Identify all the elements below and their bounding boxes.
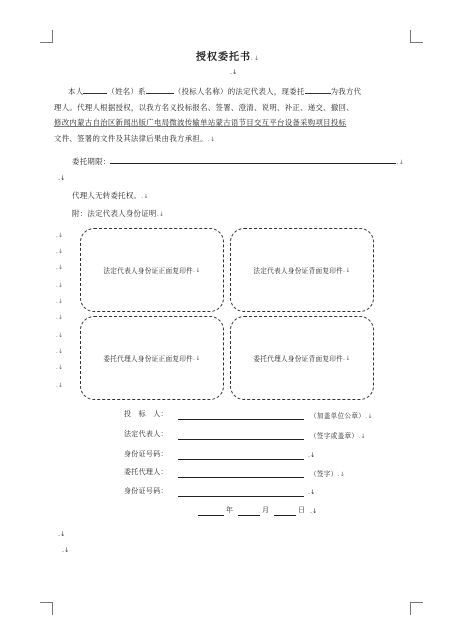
paragraph-mark: .↓ [207, 135, 216, 143]
term-blank [110, 155, 396, 164]
paragraph-mark: .↓ [251, 55, 260, 62]
text-segment: （姓名）系 [107, 87, 146, 96]
crop-mark-bottom-left [40, 602, 53, 615]
paragraph-mark: .↓ [56, 232, 63, 239]
authorization-paragraph [54, 84, 414, 147]
day-label: 日 [298, 506, 306, 514]
agent-note-text: （签字） [310, 470, 338, 478]
agent-id-front-label: 委托代理人身份证正面复印件 [103, 355, 194, 363]
month-blank [238, 514, 260, 516]
paragraph-mark: .↓ [337, 471, 346, 478]
agent-line [178, 476, 304, 478]
agent-label: 委托代理人： [124, 468, 168, 476]
legal-rep-line [178, 438, 304, 440]
crop-mark-bottom-right [410, 602, 423, 615]
attachment-row [72, 208, 164, 219]
day-blank [274, 514, 296, 516]
paragraph-mark: .↓ [56, 248, 63, 255]
attachment-text: 附：法定代表人身份证明 [72, 209, 157, 218]
paragraph-mark: .↓ [343, 354, 351, 362]
paragraph-line: 修改内蒙古自治区新闻出版广电局微波传输单站蒙古语节目交互平台设备采购项目投标 [54, 118, 347, 127]
paragraph-line [54, 84, 414, 100]
name-blank [83, 85, 107, 94]
paragraph-mark: .↓ [56, 332, 63, 339]
paragraph-line: 理人。代理人根据授权，以我方名义投标报名、签署、澄清、说明、补正、递交、撤回、 [54, 102, 354, 112]
legal-rep-note-text: （签字或盖章） [310, 432, 359, 440]
paragraph-mark: .↓ [308, 488, 316, 496]
legal-rep-label: 法定代表人： [124, 430, 168, 438]
text-segment: 本人 [68, 87, 84, 96]
paragraph-mark: .↓ [193, 266, 201, 274]
paragraph-mark: .↓ [56, 348, 63, 355]
agent-id-line [178, 495, 304, 497]
agent-id-back-box [230, 316, 374, 400]
paragraph-mark: .↓ [310, 507, 318, 515]
year-blank [198, 514, 224, 516]
text-segment: 为我方代 [330, 87, 362, 96]
legal-rep-id-line [178, 458, 304, 460]
paragraph-mark: .↓ [56, 364, 63, 371]
paragraph-mark: .↓ [358, 433, 366, 440]
paragraph-mark: .↓ [58, 174, 66, 182]
no-subagent-row [72, 190, 149, 201]
bidder-line [178, 418, 304, 420]
legal-rep-id-front-label: 法定代表人身份证正面复印件 [103, 267, 194, 275]
paragraph-mark: .↓ [56, 282, 63, 289]
year-label: 年 [226, 506, 234, 514]
document-title [0, 48, 456, 63]
crop-mark-top-right [410, 30, 423, 43]
paragraph-mark: .↓ [58, 530, 66, 538]
paragraph-mark: .↓ [396, 159, 405, 166]
legal-rep-note [310, 430, 366, 440]
agent-note [310, 468, 345, 478]
paragraph-mark: .↓ [56, 298, 63, 305]
paragraph-mark: .↓ [62, 546, 70, 554]
legal-rep-id-back-label: 法定代表人身份证背面复印件 [253, 267, 344, 275]
month-label: 月 [262, 506, 270, 514]
paragraph-mark: .↓ [308, 451, 316, 459]
legal-rep-id-label: 身份证号码： [124, 450, 168, 458]
agent-id-front-box [80, 316, 224, 400]
bidder-note-text: （加盖单位公章） [310, 412, 366, 420]
paragraph-mark: .↓ [193, 354, 201, 362]
paragraph-mark: .↓ [343, 266, 351, 274]
paragraph-mark: .↓ [230, 68, 238, 76]
term-row [72, 155, 404, 167]
document-title-text: 授权委托书 [196, 52, 252, 63]
bidder-label: 投 标 人： [124, 410, 168, 418]
crop-mark-top-left [40, 30, 53, 43]
legal-rep-id-front-box [80, 228, 224, 312]
paragraph-mark: .↓ [365, 413, 373, 420]
paragraph-line [54, 131, 414, 148]
paragraph-mark: .↓ [56, 382, 63, 389]
agent-name-blank [305, 85, 331, 94]
paragraph-mark: .↓ [156, 211, 165, 218]
paragraph-mark: .↓ [141, 193, 149, 200]
legal-rep-id-back-box [230, 228, 374, 312]
agent-id-label: 身份证号码： [124, 487, 168, 495]
paragraph-mark: .↓ [56, 314, 63, 321]
text-segment: （投标人名称）的法定代表人，现委托 [173, 87, 305, 96]
bidder-note [310, 410, 373, 420]
term-label: 委托期限： [72, 157, 111, 166]
agent-id-back-label: 委托代理人身份证背面复印件 [253, 355, 344, 363]
paragraph-mark: .↓ [56, 264, 63, 271]
no-subagent-text: 代理人无转委托权。 [72, 191, 142, 200]
text-segment: 文件、签署的文件及其法律后果由我方承担。 [54, 133, 208, 143]
bidder-name-blank [146, 85, 174, 94]
